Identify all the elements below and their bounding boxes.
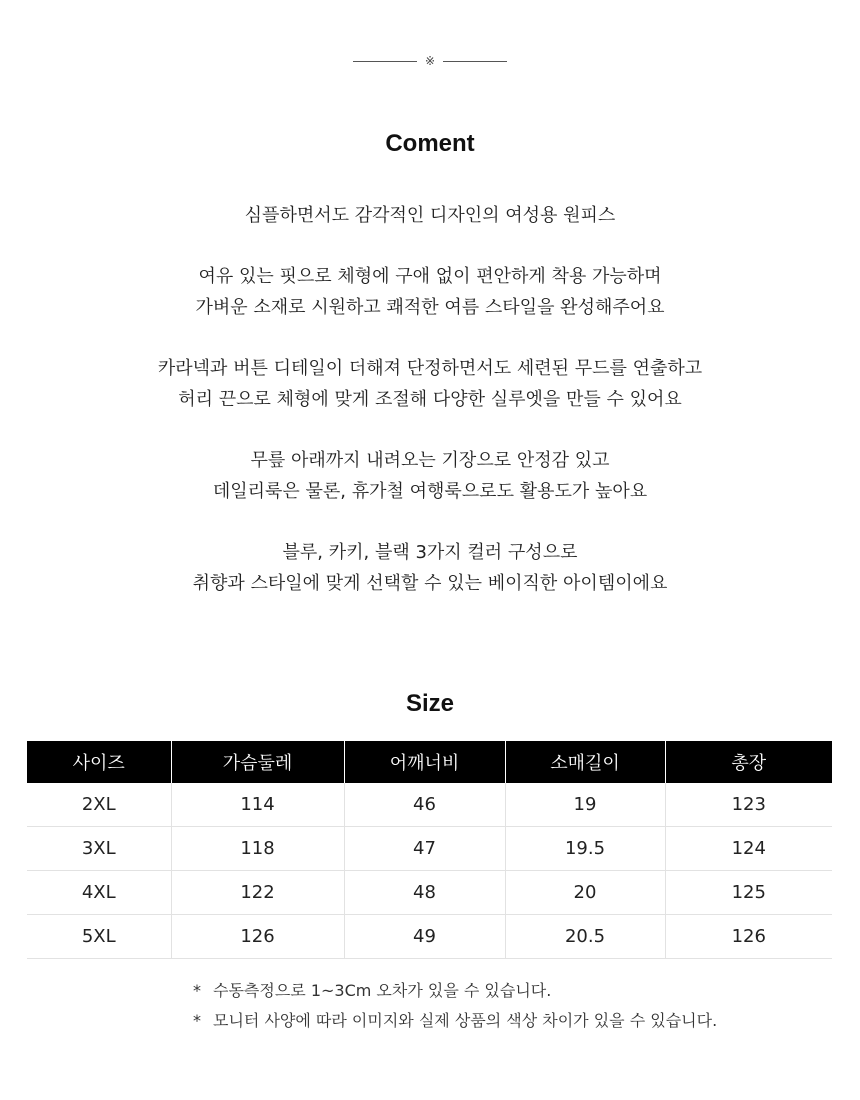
- comment-line: 카라넥과 버튼 디테일이 더해져 단정하면서도 세련된 무드를 연출하고: [157, 358, 703, 379]
- length-cell: 126: [665, 915, 832, 959]
- comment-line: 가벼운 소재로 시원하고 쾌적한 여름 스타일을 완성해주어요: [195, 297, 665, 318]
- comment-paragraph: [0, 445, 860, 507]
- comment-title: Coment: [385, 130, 475, 157]
- length-cell: 125: [665, 871, 832, 915]
- chest-cell: 122: [171, 871, 344, 915]
- shoulder-cell: 47: [344, 827, 505, 871]
- header-chest: 가슴둘레: [171, 741, 344, 783]
- shoulder-cell: 46: [344, 783, 505, 827]
- chest-cell: 114: [171, 783, 344, 827]
- header-size: 사이즈: [27, 741, 171, 783]
- comment-paragraph: [0, 537, 860, 599]
- size-cell: 3XL: [27, 827, 171, 871]
- note-text: 수동측정으로 1~3Cm 오차가 있을 수 있습니다.: [213, 981, 552, 1000]
- comment-line: 심플하면서도 감각적인 디자인의 여성용 원피스: [244, 205, 616, 226]
- header-sleeve: 소매길이: [505, 741, 665, 783]
- comment-paragraph: [0, 200, 860, 231]
- asterisk-icon: *: [193, 981, 201, 1000]
- table-row: [27, 915, 832, 959]
- comment-paragraph: [0, 353, 860, 415]
- divider-line-left: [353, 61, 417, 62]
- length-cell: 123: [665, 783, 832, 827]
- note-text: 모니터 사양에 따라 이미지와 실제 상품의 색상 차이가 있을 수 있습니다.: [213, 1011, 718, 1030]
- shoulder-cell: 48: [344, 871, 505, 915]
- comment-line: 허리 끈으로 체형에 맞게 조절해 다양한 실루엣을 만들 수 있어요: [178, 389, 682, 410]
- asterisk-icon: *: [193, 1011, 201, 1030]
- measurement-notes: [193, 976, 833, 1036]
- shoulder-cell: 49: [344, 915, 505, 959]
- comment-line: 취향과 스타일에 맞게 선택할 수 있는 베이직한 아이템이에요: [192, 573, 668, 594]
- table-row: [27, 827, 832, 871]
- header-length: 총장: [665, 741, 832, 783]
- comment-line: 데일리룩은 물론, 휴가철 여행룩으로도 활용도가 높아요: [212, 481, 648, 502]
- note-item: [193, 1006, 833, 1036]
- sleeve-cell: 19.5: [505, 827, 665, 871]
- divider-line-right: [443, 61, 507, 62]
- table-row: [27, 783, 832, 827]
- size-cell: 5XL: [27, 915, 171, 959]
- sleeve-cell: 20: [505, 871, 665, 915]
- size-table-header-row: [27, 741, 832, 783]
- size-title: Size: [405, 690, 455, 717]
- table-row: [27, 871, 832, 915]
- header-shoulder: 어깨너비: [344, 741, 505, 783]
- reference-mark-icon: ※: [424, 54, 436, 68]
- chest-cell: 118: [171, 827, 344, 871]
- note-item: [193, 976, 833, 1006]
- comment-paragraph: [0, 261, 860, 323]
- comment-body: [0, 200, 860, 629]
- comment-line: 무릎 아래까지 내려오는 기장으로 안정감 있고: [250, 450, 610, 471]
- comment-line: 블루, 카키, 블랙 3가지 컬러 구성으로: [282, 542, 578, 563]
- comment-line: 여유 있는 핏으로 체형에 구애 없이 편안하게 착용 가능하며: [198, 266, 662, 287]
- length-cell: 124: [665, 827, 832, 871]
- sleeve-cell: 19: [505, 783, 665, 827]
- size-cell: 2XL: [27, 783, 171, 827]
- size-cell: 4XL: [27, 871, 171, 915]
- section-divider: [0, 52, 860, 70]
- size-table: [27, 741, 832, 959]
- chest-cell: 126: [171, 915, 344, 959]
- sleeve-cell: 20.5: [505, 915, 665, 959]
